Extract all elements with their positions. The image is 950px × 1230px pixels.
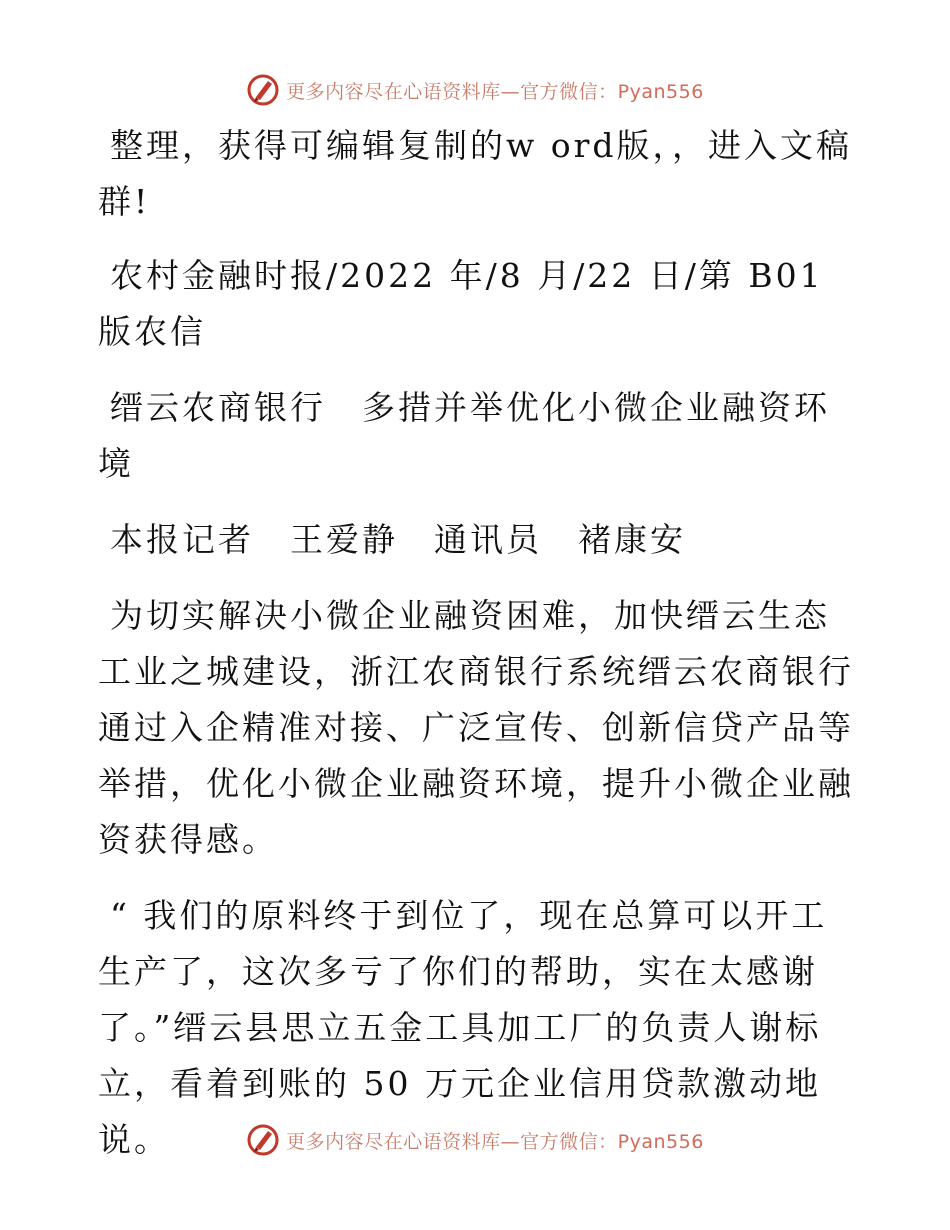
pen-logo-icon	[246, 73, 280, 107]
banner-text: 更多内容尽在心语资料库—官方微信：Pyan556	[286, 1130, 704, 1153]
article-title: 缙云农商银行 多措并举优化小微企业融资环境	[98, 388, 830, 483]
paragraph-body-2: “ 我们的原料终于到位了，现在总算可以开工生产了，这次多亏了你们的帮助，实在太感谢了。”缙云县思立五金工具加工厂的负责人谢标立，看着到账的 50 万元企业信用贷款激动地说。	[98, 896, 828, 1159]
banner-wechat-id: Pyan556	[617, 1130, 704, 1153]
banner-text: 更多内容尽在心语资料库—官方微信：Pyan556	[286, 80, 704, 103]
article-byline: 本报记者 王爱静 通讯员 褚康安	[110, 520, 686, 559]
paragraph-body-1: 为切实解决小微企业融资困难，加快缙云生态工业之城建设，浙江农商银行系统缙云农商银行通过入企精准对接、广泛宣传、创新信贷产品等举措，优化小微企业融资环境，提升小微企业融资获得感。	[98, 596, 854, 859]
footer-banner	[0, 1120, 950, 1160]
article-body	[98, 118, 858, 1188]
pen-logo-icon	[246, 1123, 280, 1157]
banner-wechat-id: Pyan556	[617, 80, 704, 103]
paragraph-intro-note: 整理，获得可编辑复制的w ord版，，进入文稿群!	[98, 126, 853, 221]
header-banner	[0, 70, 950, 110]
paragraph-source: 农村金融时报/2022 年/8 月/22 日/第 B01 版农信	[98, 256, 824, 351]
